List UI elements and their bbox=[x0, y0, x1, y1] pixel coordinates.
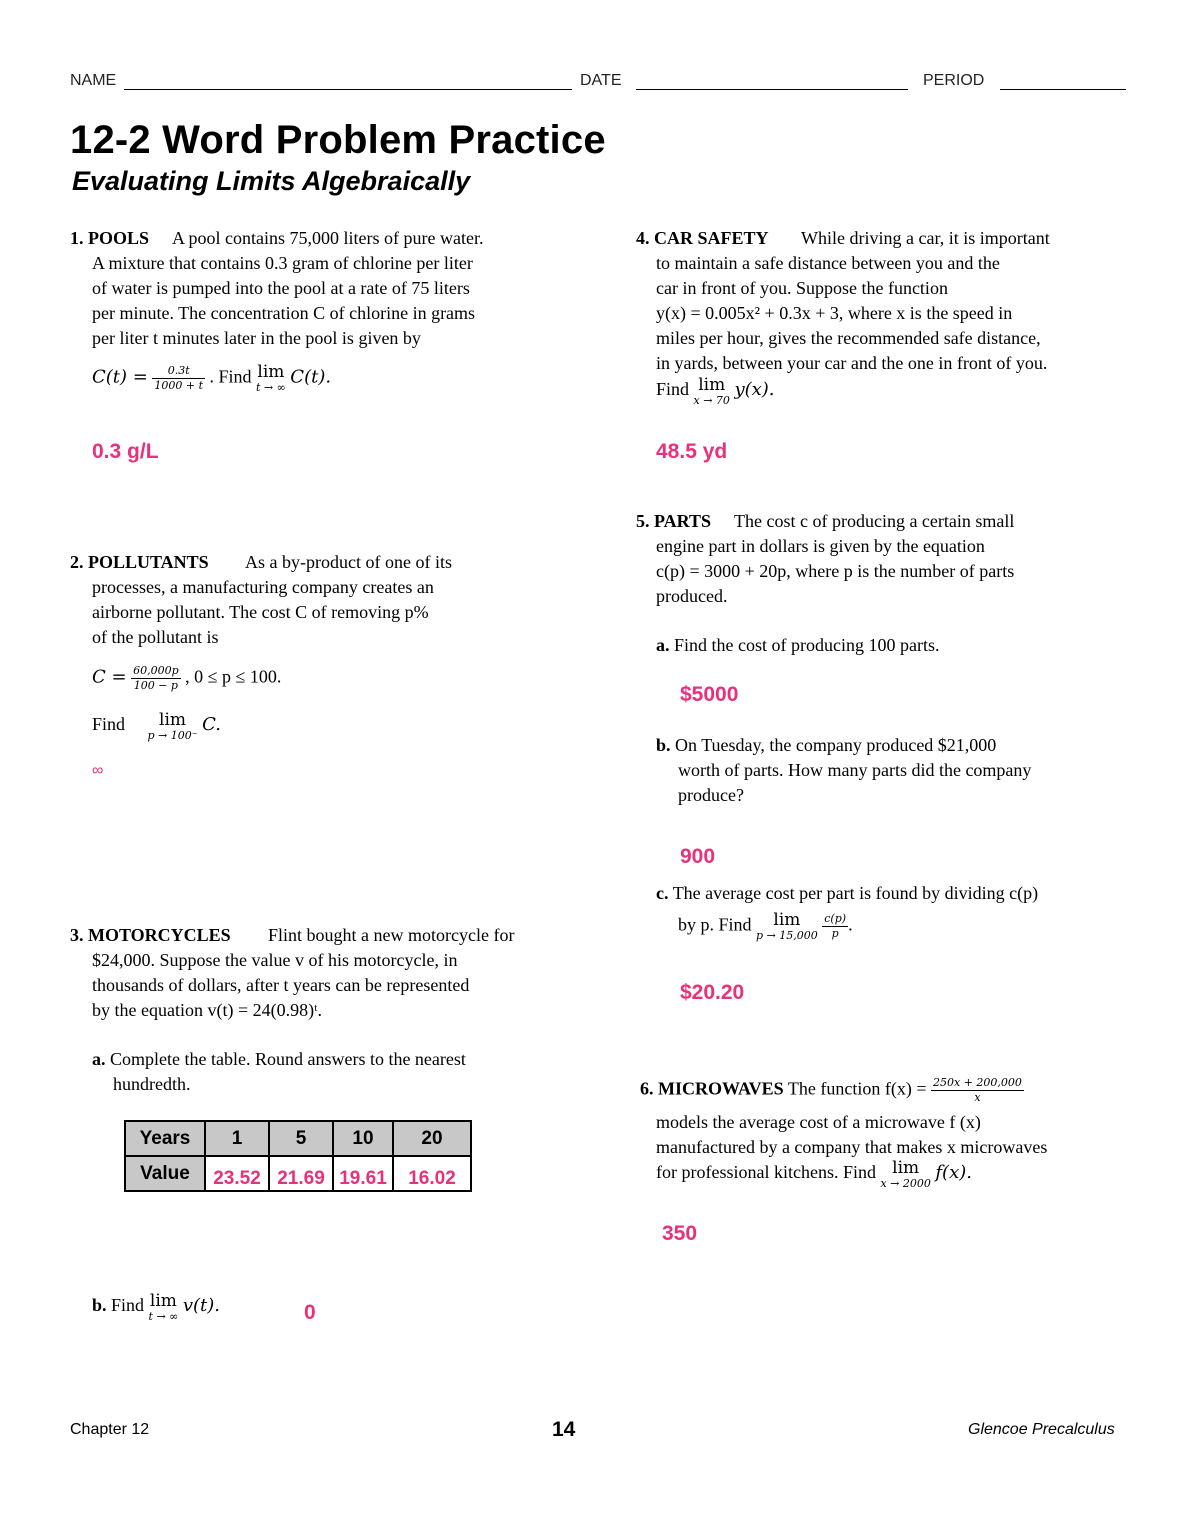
problem-6-topic: MICROWAVES bbox=[658, 1078, 784, 1099]
p6-find-limit: for professional kitchens. Find lim x → 2000 f(x). bbox=[656, 1158, 972, 1190]
p4-line-2: car in front of you. Suppose the function bbox=[656, 278, 948, 298]
problem-1-number: 1. bbox=[70, 228, 84, 248]
p4-limit: lim x → 70 bbox=[693, 375, 730, 407]
p4-find-limit: Find lim x → 70 y(x). bbox=[656, 375, 775, 407]
value-cell: 21.69 bbox=[269, 1156, 333, 1191]
p3-b-answer: 0 bbox=[304, 1301, 316, 1324]
p5-part-c: c. The average cost per part is found by dividing c(p) bbox=[656, 883, 1039, 903]
p1-line-2: of water is pumped into the pool at a rate of 75 liters bbox=[92, 278, 470, 298]
p3-part-a-line-2: hundredth. bbox=[113, 1074, 191, 1094]
p5-line-2: c(p) = 3000 + 20p, where p is the number of parts bbox=[656, 561, 1015, 581]
p2-fraction: $\frac{60,000p}{100 - p}$ bbox=[133, 664, 179, 692]
p6-fraction: $\frac{250x + 200,000}{x}$ bbox=[933, 1076, 1022, 1104]
p2-line-0: As a by-product of one of its bbox=[245, 552, 452, 572]
value-cell: 19.61 bbox=[333, 1156, 393, 1191]
value-table bbox=[124, 1120, 472, 1192]
p1-limit: lim t → ∞ bbox=[256, 362, 286, 394]
p1-find: . Find bbox=[209, 366, 252, 387]
footer-book: Glencoe Precalculus bbox=[968, 1421, 1115, 1438]
p1-fn: C(t) = bbox=[92, 366, 148, 388]
footer-chapter: Chapter 12 bbox=[70, 1421, 150, 1438]
p5-fraction: $\frac{c(p)}{p}$ bbox=[824, 912, 847, 940]
p5-c-answer: $20.20 bbox=[680, 981, 745, 1004]
p4-line-4: miles per hour, gives the recommended safe distance, bbox=[656, 328, 1041, 348]
p3-line-1: $24,000. Suppose the value v of his motorcycle, in bbox=[92, 950, 458, 970]
footer-page-number: 14 bbox=[552, 1418, 576, 1441]
page-title: 12-2 Word Problem Practice bbox=[70, 118, 606, 162]
p2-formula: C = $\frac{60,000p}{100 - p}$ , 0 ≤ p ≤ 100. bbox=[92, 664, 282, 692]
p2-limit: lim p → 100⁻ bbox=[147, 710, 198, 742]
p5-b-line-3: produce? bbox=[678, 785, 744, 805]
p4-line-0: While driving a car, it is important bbox=[801, 228, 1050, 248]
period-label: PERIOD bbox=[923, 72, 985, 89]
p3-limit: lim t → ∞ bbox=[148, 1291, 179, 1323]
p5-a-answer: $5000 bbox=[680, 683, 739, 706]
table-header-years: Years bbox=[125, 1121, 205, 1156]
p5-part-b: b. On Tuesday, the company produced $21,000 bbox=[656, 735, 997, 755]
p4-line-3: y(x) = 0.005x² + 0.3x + 3, where x is the speed in bbox=[656, 303, 1013, 323]
problem-1-topic: POOLS bbox=[88, 228, 150, 248]
p2-answer: ∞ bbox=[92, 762, 104, 779]
p5-line-1: engine part in dollars is given by the equation bbox=[656, 536, 985, 556]
name-line bbox=[124, 89, 572, 90]
p4-answer: 48.5 yd bbox=[656, 440, 728, 463]
problem-5-topic: PARTS bbox=[654, 511, 712, 531]
p6-line-1: manufactured by a company that makes x microwaves bbox=[656, 1137, 1048, 1157]
problem-2-number: 2. bbox=[70, 552, 84, 572]
p5-b-answer: 900 bbox=[680, 845, 716, 868]
p2-find-limit: Find lim p → 100⁻ C. bbox=[92, 710, 221, 742]
p6-line-0: models the average cost of a microwave f (x) bbox=[656, 1112, 981, 1132]
p1-fraction: $\frac{0.3t}{1000 + t}$ bbox=[154, 364, 203, 392]
year-cell: 20 bbox=[393, 1121, 471, 1156]
p3-line-2: thousands of dollars, after t years can be represented bbox=[92, 975, 470, 995]
p1-formula: C(t) = $\frac{0.3t}{1000 + t}$ . Find lim t → ∞ C(t). bbox=[92, 362, 332, 394]
p4-line-1: to maintain a safe distance between you and the bbox=[656, 253, 1000, 273]
p6-answer: 350 bbox=[662, 1222, 698, 1245]
p5-line-3: produced. bbox=[656, 586, 728, 606]
p3-line-0: Flint bought a new motorcycle for bbox=[268, 925, 515, 945]
name-label: NAME bbox=[70, 72, 117, 89]
year-cell: 1 bbox=[205, 1121, 269, 1156]
p3-part-a: a. Complete the table. Round answers to the nearest bbox=[92, 1049, 466, 1069]
year-cell: 5 bbox=[269, 1121, 333, 1156]
p2-line-2: airborne pollutant. The cost C of removing p% bbox=[92, 602, 429, 622]
date-line bbox=[636, 89, 908, 90]
p5-b-line-2: worth of parts. How many parts did the company bbox=[678, 760, 1032, 780]
value-cell: 16.02 bbox=[393, 1156, 471, 1191]
p1-line-4: per liter t minutes later in the pool is given by bbox=[92, 328, 421, 348]
year-cell: 10 bbox=[333, 1121, 393, 1156]
p5-line-0: The cost c of producing a certain small bbox=[734, 511, 1015, 531]
p6-header: 6. MICROWAVES The function f(x) = $\frac{250x + 200,000}{x}$ bbox=[640, 1076, 1022, 1104]
problem-6-number: 6. bbox=[640, 1078, 654, 1099]
problem-4-number: 4. bbox=[636, 228, 650, 248]
problem-5-number: 5. bbox=[636, 511, 650, 531]
period-line bbox=[1000, 89, 1126, 90]
p6-limit: lim x → 2000 bbox=[880, 1158, 931, 1190]
p5-part-a: a. Find the cost of producing 100 parts. bbox=[656, 635, 940, 655]
problem-2-topic: POLLUTANTS bbox=[88, 552, 209, 572]
value-cell: 23.52 bbox=[205, 1156, 269, 1191]
p4-line-5: in yards, between your car and the one in front of you. bbox=[656, 353, 1048, 373]
p2-line-3: of the pollutant is bbox=[92, 627, 219, 647]
p1-line-3: per minute. The concentration C of chlorine in grams bbox=[92, 303, 476, 323]
p1-answer: 0.3 g/L bbox=[92, 440, 159, 463]
p1-line-0: A pool contains 75,000 liters of pure water. bbox=[172, 228, 484, 248]
p1-line-1: A mixture that contains 0.3 gram of chlorine per liter bbox=[92, 253, 473, 273]
table-header-value: Value bbox=[125, 1156, 205, 1191]
p3-line-3: by the equation v(t) = 24(0.98)ᵗ. bbox=[92, 1000, 323, 1020]
problem-3-number: 3. bbox=[70, 925, 84, 945]
problem-4-topic: CAR SAFETY bbox=[654, 228, 769, 248]
p5-limit: lim p → 15,000 bbox=[756, 910, 818, 942]
date-label: DATE bbox=[580, 72, 622, 89]
p2-line-1: processes, a manufacturing company creates an bbox=[92, 577, 434, 597]
problem-3-topic: MOTORCYCLES bbox=[88, 925, 231, 945]
p3-part-b: b. Find lim t → ∞ v(t). bbox=[92, 1291, 220, 1323]
page-subtitle: Evaluating Limits Algebraically bbox=[72, 166, 471, 196]
p5-c-find: by p. Find lim p → 15,000 $\frac{c(p)}{p}$ . bbox=[678, 910, 853, 942]
